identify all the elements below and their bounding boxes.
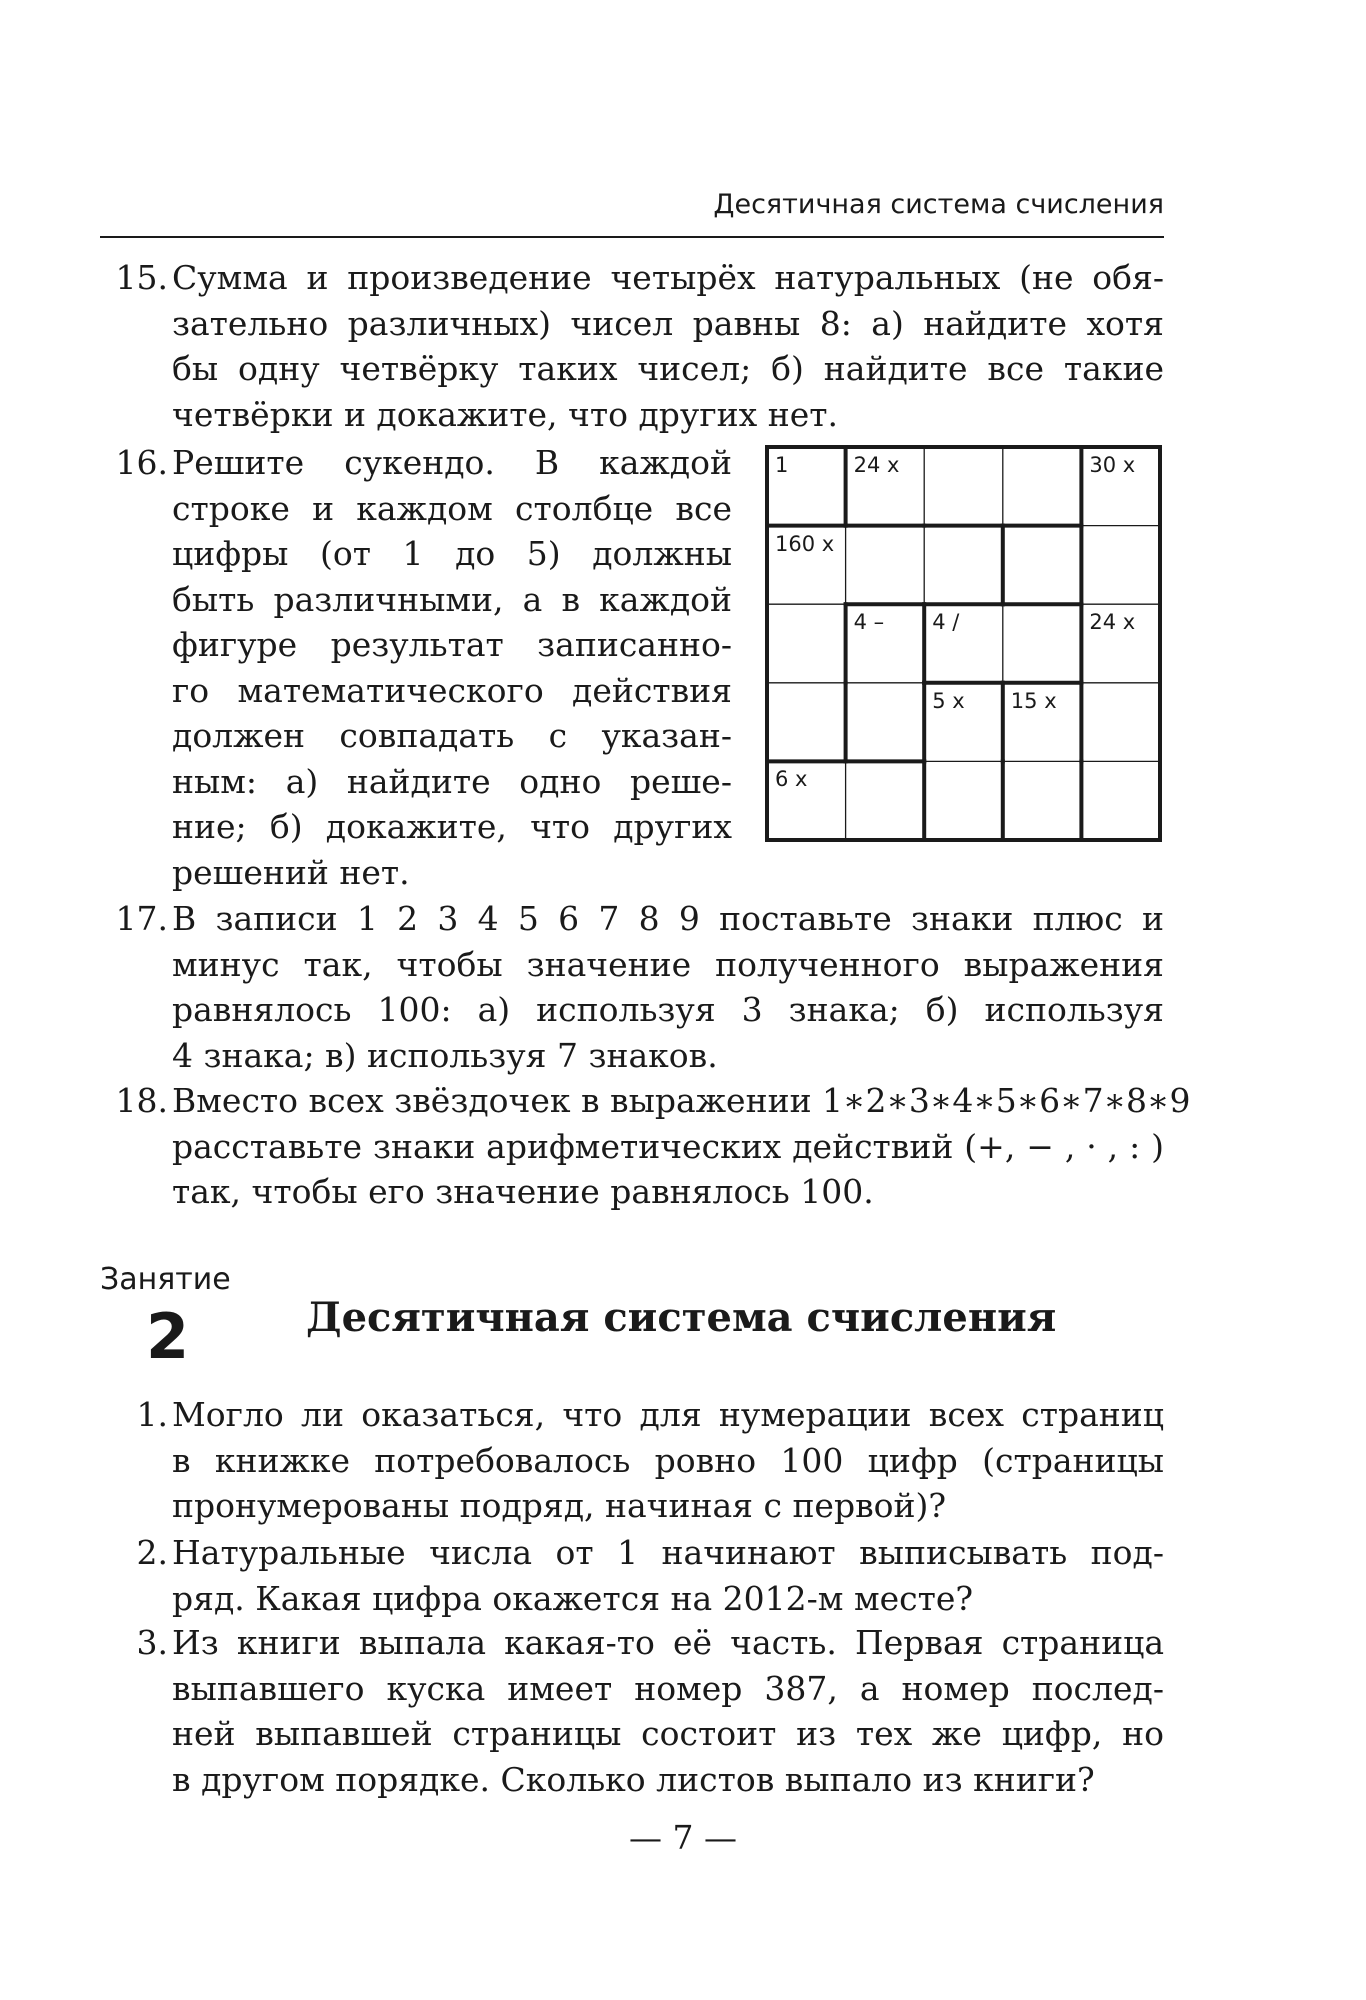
problem-line: зательно различных) чисел равны 8: а) найдите хотя (172, 303, 1164, 343)
cage-clue: 30 x (1089, 453, 1136, 477)
problem-line: Вместо всех звёздочек в выражении 1∗2∗3∗4∗5∗6∗7∗8∗9 (172, 1081, 1191, 1120)
problem-line: выпавшего куска имеет номер 387, а номер послед- (172, 1668, 1164, 1708)
cage-clue: 15 x (1010, 688, 1057, 713)
problem-number: 16. (115, 443, 168, 482)
lesson-title: Десятичная система счисления (306, 1294, 1057, 1341)
problem-line: цифры (от 1 до 5) должны (172, 534, 732, 573)
cage-clue: 6 x (775, 767, 808, 792)
problem-line: минус так, чтобы значение полученного выражения (172, 944, 1164, 984)
problem-number: 2. (136, 1533, 168, 1572)
problem-15 (100, 255, 1164, 437)
problem-line: решений нет. (172, 852, 410, 892)
lesson-number: 2 (146, 1300, 190, 1373)
problem-line: 4 знака; в) используя 7 знаков. (172, 1035, 718, 1075)
problem-line: Сумма и произведение четырёх натуральных (не обя- (172, 258, 1164, 297)
problem-line: ней выпавшей страницы состоит из тех же цифр, но (172, 1714, 1164, 1753)
cage-clue: 24 x (1089, 610, 1136, 635)
page-number: — 7 — (629, 1818, 737, 1857)
cage-clue: 5 x (932, 688, 965, 713)
problem-line: равнялось 100: а) используя 3 знака; б) используя (172, 990, 1164, 1029)
problem-number: 3. (136, 1623, 168, 1662)
problem-line: го математического действия (172, 670, 732, 710)
problem-line: быть различными, а в каждой (172, 579, 732, 619)
problem-line: бы одну четвёрку таких чисел; б) найдите все такие (172, 349, 1164, 388)
problem-line: В записи 1 2 3 4 5 6 7 8 9 поставьте знаки плюс и (172, 899, 1164, 938)
problem-line: Решите сукендо. В каждой (172, 443, 732, 482)
sukendo-lines (765, 445, 1162, 842)
problem-line: ряд. Какая цифра окажется на 2012-м месте? (172, 1578, 974, 1618)
problem-line: в книжке потребовалось ровно 100 цифр (страницы (172, 1440, 1164, 1480)
problem-line: в другом порядке. Сколько листов выпало из книги? (172, 1759, 1095, 1799)
problem-3 (100, 1620, 1164, 1802)
problem-number: 15. (115, 258, 168, 297)
grid-frame (767, 447, 1160, 840)
problem-line: ние; б) докажите, что других (172, 807, 732, 846)
problem-number: 1. (136, 1395, 168, 1434)
running-title: Десятичная система счисления (713, 189, 1164, 220)
problem-1 (100, 1392, 1164, 1529)
problem-18 (100, 1078, 1191, 1215)
problem-line: фигуре результат записанно- (172, 625, 732, 664)
problem-line: пронумерованы подряд, начиная с первой)? (172, 1486, 947, 1525)
problem-number: 18. (115, 1081, 168, 1120)
problem-line: Могло ли оказаться, что для нумерации всех страниц (172, 1395, 1164, 1434)
cage-clue: 4 – (853, 610, 885, 635)
cage-clue: 24 x (853, 453, 900, 477)
problem-line: строке и каждом столбце все (172, 488, 732, 528)
problem-17 (100, 896, 1164, 1078)
problem-line: Натуральные числа от 1 начинают выписывать под- (172, 1533, 1164, 1572)
problem-line: должен совпадать с указан- (172, 716, 732, 755)
header-rule (100, 236, 1164, 238)
problem-number: 17. (115, 899, 168, 938)
problem-2 (100, 1530, 1164, 1621)
cage-clue: 160 x (775, 531, 835, 556)
sukendo-grid (765, 445, 1162, 842)
cage-clue: 4 / (932, 610, 960, 635)
problem-line: ным: а) найдите одно реше- (172, 761, 732, 801)
problem-line: Из книги выпала какая-то её часть. Первая страница (172, 1623, 1164, 1662)
lesson-label: Занятие (100, 1262, 231, 1297)
problem-line: четвёрки и докажите, что других нет. (172, 394, 838, 434)
problem-line: так, чтобы его значение равнялось 100. (172, 1172, 874, 1211)
problem-line: расставьте знаки арифметических действий (+, − , · , : ) (172, 1126, 1164, 1166)
cage-clue: 1 (775, 453, 789, 477)
